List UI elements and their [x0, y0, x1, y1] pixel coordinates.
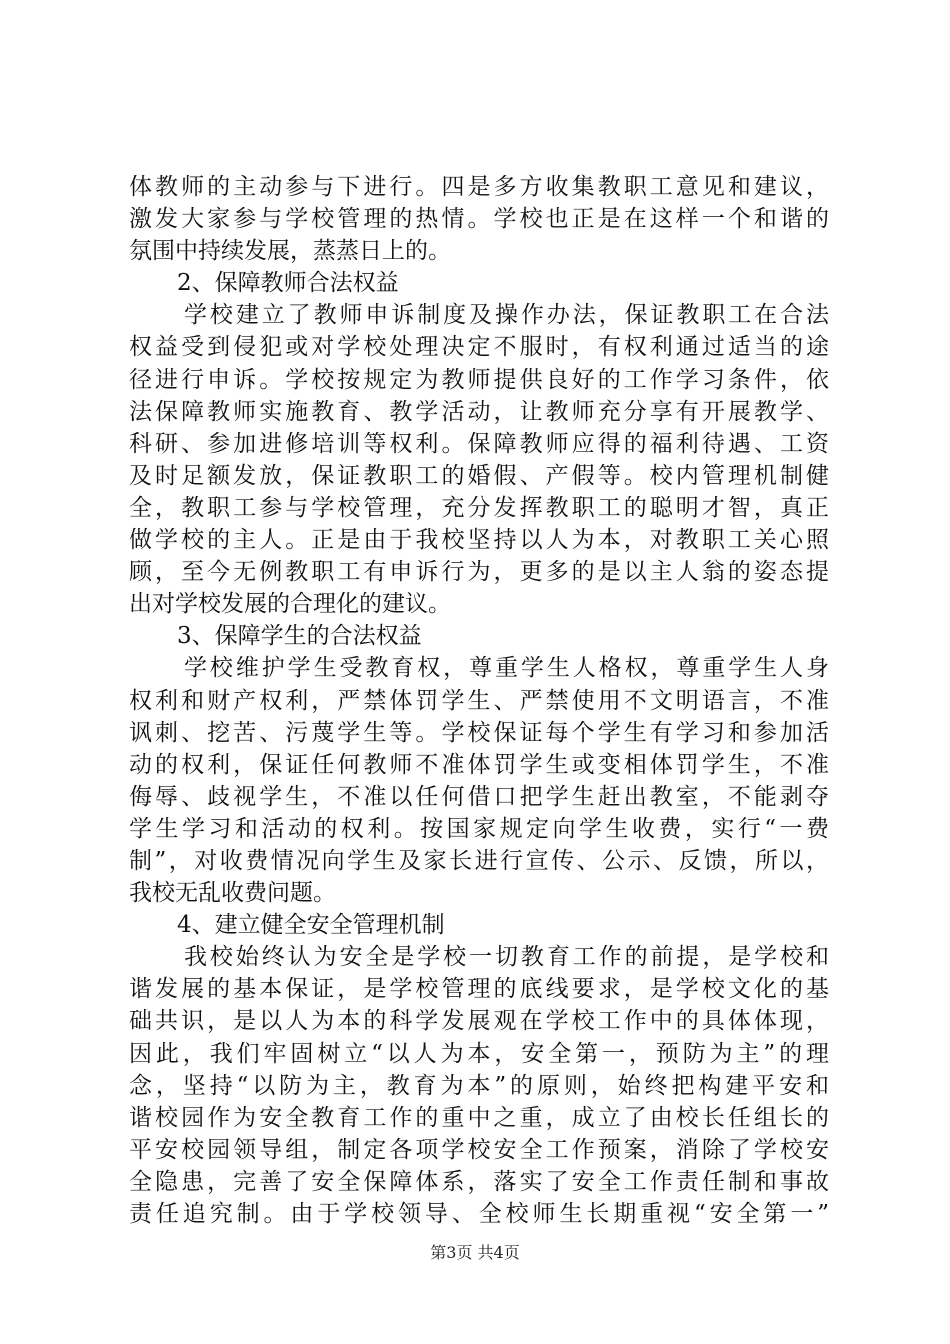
- text-line: 全，教职工参与学校管理，充分发挥教职工的聪明才智，真正: [129, 494, 829, 521]
- text-line: 出对学校发展的合理化的建议。: [129, 591, 451, 618]
- text-line: 做学校的主人。正是由于我校坚持以人为本，对教职工关心照: [129, 527, 829, 554]
- text-line: 责任追究制。由于学校领导、全校师生长期重视“安全第一”: [129, 1201, 829, 1227]
- text-line: 权益受到侵犯或对学校处理决定不服时，有权利通过适当的途: [129, 334, 829, 361]
- text-line: 体教师的主动参与下进行。四是多方收集教职工意见和建议，: [129, 174, 829, 200]
- text-line: 我校始终认为安全是学校一切教育工作的前提，是学校和: [184, 944, 829, 971]
- text-line: 权利和财产权利，严禁体罚学生、严禁使用不文明语言，不准: [129, 687, 829, 714]
- text-line: 谐发展的基本保证，是学校管理的底线要求，是学校文化的基: [129, 976, 829, 1003]
- page-footer: 第3页 共4页: [430, 1243, 520, 1262]
- text-line: 科研、参加进修培训等权利。保障教师应得的福利待遇、工资: [129, 430, 829, 457]
- text-line: 顾，至今无例教职工有申诉行为，更多的是以主人翁的姿态提: [129, 559, 829, 586]
- text-line: 及时足额发放，保证教职工的婚假、产假等。校内管理机制健: [129, 462, 829, 489]
- section-heading: 2、保障教师合法权益: [177, 270, 399, 297]
- text-line: 学校维护学生受教育权，尊重学生人格权，尊重学生人身: [184, 655, 829, 682]
- section-heading: 4、建立健全安全管理机制: [177, 912, 445, 939]
- text-line: 动的权利，保证任何教师不准体罚学生或变相体罚学生，不准: [129, 751, 829, 778]
- text-line: 制”，对收费情况向学生及家长进行宣传、公示、反馈，所以，: [129, 847, 829, 874]
- text-line: 激发大家参与学校管理的热情。学校也正是在这样一个和谐的: [129, 206, 829, 233]
- text-line: 径进行申诉。学校按规定为教师提供良好的工作学习条件，依: [129, 366, 829, 393]
- text-line: 谐校园作为安全教育工作的重中之重，成立了由校长任组长的: [129, 1104, 829, 1131]
- body-text: [129, 171, 829, 1230]
- text-line: 学校建立了教师申诉制度及操作办法，保证教职工在合法: [184, 302, 829, 329]
- text-line: 侮辱、歧视学生，不准以任何借口把学生赶出教室，不能剥夺: [129, 783, 829, 810]
- text-line: 础共识，是以人为本的科学发展观在学校工作中的具体体现，: [129, 1008, 829, 1035]
- text-line: 讽刺、挖苦、污蔑学生等。学校保证每个学生有学习和参加活: [129, 719, 829, 746]
- text-line: 因此，我们牢固树立“以人为本，安全第一，预防为主”的理: [129, 1040, 829, 1067]
- section-heading: 3、保障学生的合法权益: [177, 623, 422, 650]
- text-line: 我校无乱收费问题。: [129, 880, 336, 907]
- text-line: 平安校园领导组，制定各项学校安全工作预案，消除了学校安: [129, 1136, 829, 1163]
- text-line: 氛围中持续发展，蒸蒸日上的。: [129, 238, 451, 265]
- text-line: 学生学习和活动的权利。按国家规定向学生收费，实行“一费: [129, 815, 829, 842]
- text-line: 全隐患，完善了安全保障体系，落实了安全工作责任制和事故: [129, 1168, 829, 1195]
- text-line: 念，坚持“以防为主，教育为本”的原则，始终把构建平安和: [129, 1072, 829, 1099]
- text-line: 法保障教师实施教育、教学活动，让教师充分享有开展教学、: [129, 398, 829, 425]
